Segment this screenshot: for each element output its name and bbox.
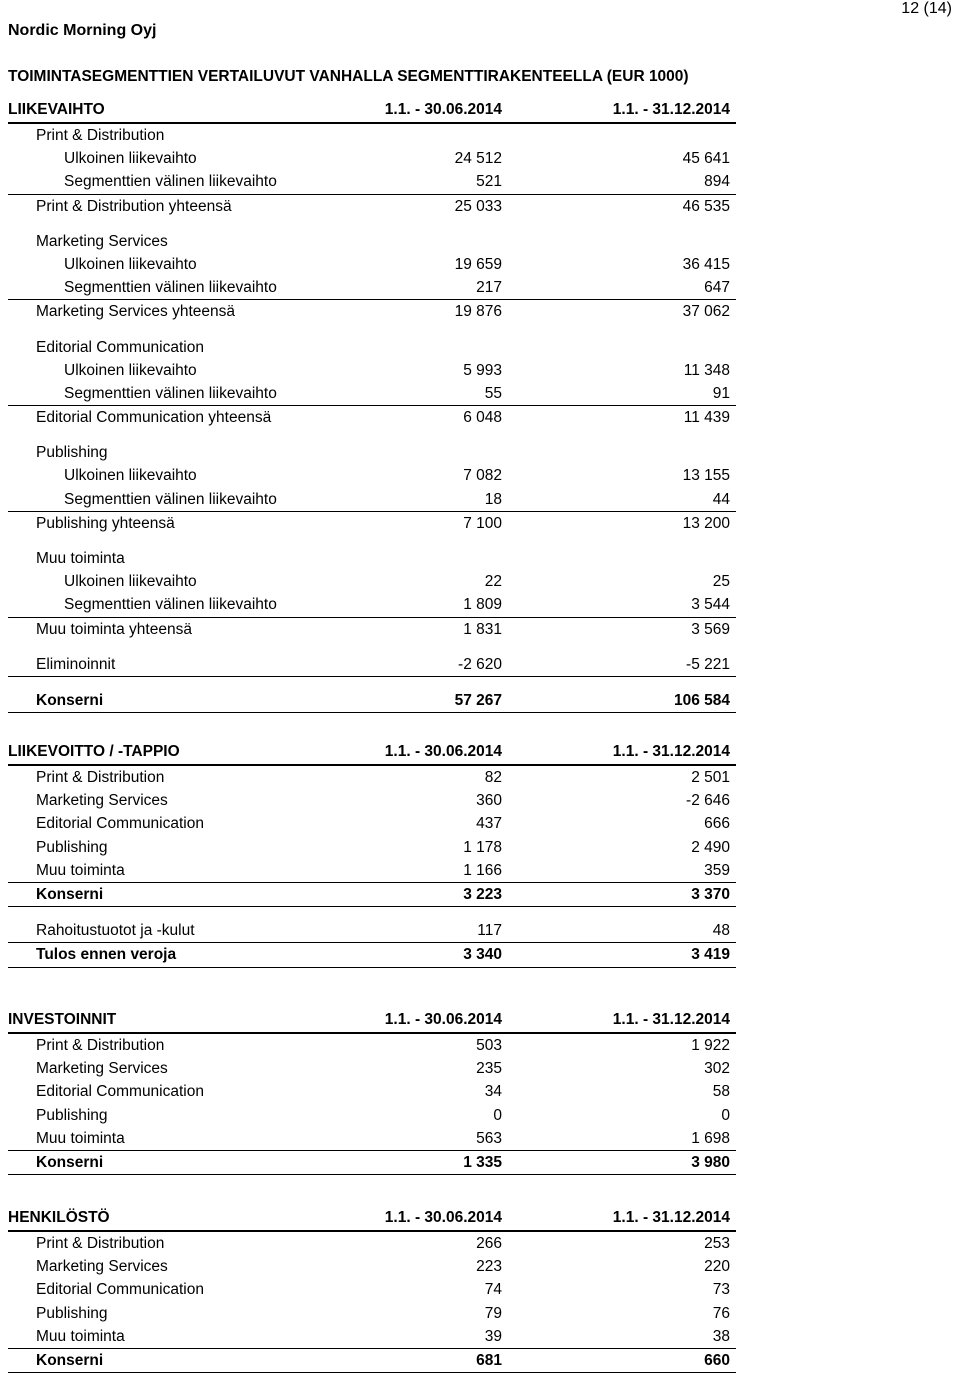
row-label: Konserni (36, 885, 104, 903)
period-header: 1.1. - 30.06.2014 (384, 743, 502, 760)
value-fy-2014: 106 584 (673, 691, 730, 709)
table-row (8, 1151, 736, 1175)
row-label: Segmenttien välinen liikevaihto (64, 173, 277, 191)
table-row (8, 253, 736, 276)
row-label: Ulkoinen liikevaihto (64, 361, 197, 379)
period-header: 1.1. - 31.12.2014 (612, 1209, 730, 1226)
value-h1-2014: 79 (484, 1304, 502, 1322)
row-label: Marketing Services (36, 792, 168, 810)
value-fy-2014: 76 (712, 1304, 730, 1322)
table-row (8, 336, 736, 359)
value-fy-2014: 2 490 (691, 838, 730, 856)
table-row (8, 1034, 736, 1057)
row-label: Segmenttien välinen liikevaihto (64, 596, 277, 614)
value-h1-2014: 217 (476, 279, 502, 297)
row-label: Segmenttien välinen liikevaihto (64, 490, 277, 508)
table-row (8, 488, 736, 512)
value-h1-2014: 235 (476, 1060, 502, 1078)
row-label: Publishing (36, 1304, 108, 1322)
value-h1-2014: 57 267 (454, 691, 502, 709)
value-h1-2014: 1 335 (463, 1153, 502, 1171)
table-row (8, 300, 736, 323)
value-fy-2014: 253 (704, 1235, 730, 1252)
period-header: 1.1. - 31.12.2014 (612, 1011, 730, 1028)
table-row (8, 836, 736, 859)
value-h1-2014: -2 620 (458, 655, 502, 673)
section-henkilosto (8, 1207, 736, 1373)
value-fy-2014: 1 698 (691, 1129, 730, 1147)
value-h1-2014: 19 659 (454, 255, 502, 273)
row-label: Ulkoinen liikevaihto (64, 573, 197, 591)
row-label: Marketing Services (36, 1060, 168, 1078)
value-fy-2014: 11 348 (683, 361, 730, 379)
row-label: Muu toiminta (36, 550, 125, 567)
section-investoinnit (8, 1009, 736, 1175)
table-row (8, 1057, 736, 1080)
value-h1-2014: 437 (476, 815, 502, 833)
row-label: Segmenttien välinen liikevaihto (64, 384, 277, 402)
table-row (8, 382, 736, 406)
section-title: INVESTOINNIT (8, 1011, 117, 1028)
table-row (8, 1278, 736, 1301)
value-h1-2014: 681 (476, 1351, 502, 1369)
table-row (8, 653, 736, 677)
table-row (8, 812, 736, 835)
section-header (8, 99, 736, 124)
value-h1-2014: 521 (476, 173, 502, 191)
row-label: Publishing (36, 838, 108, 856)
table-row (8, 547, 736, 570)
row-label: Marketing Services (36, 232, 168, 250)
table-row (8, 147, 736, 170)
table-row (8, 1349, 736, 1373)
value-h1-2014: 1 831 (463, 620, 502, 638)
table-row (8, 1302, 736, 1325)
table-row (8, 512, 736, 535)
table-row (8, 1104, 736, 1127)
value-h1-2014: 1 178 (463, 838, 502, 856)
table-row (8, 1325, 736, 1349)
value-h1-2014: 24 512 (454, 150, 502, 168)
value-h1-2014: 7 100 (463, 514, 502, 532)
value-fy-2014: 38 (712, 1327, 730, 1345)
table-row (8, 1127, 736, 1151)
period-header: 1.1. - 30.06.2014 (384, 1011, 502, 1028)
row-label: Rahoitustuotot ja -kulut (36, 922, 195, 940)
table-row (8, 593, 736, 617)
row-label: Print & Distribution (36, 1235, 165, 1252)
value-fy-2014: 0 (721, 1106, 730, 1124)
value-fy-2014: -2 646 (686, 792, 730, 810)
row-label: Segmenttien välinen liikevaihto (64, 279, 277, 297)
value-h1-2014: 74 (484, 1281, 502, 1299)
value-fy-2014: -5 221 (686, 655, 730, 673)
row-label: Publishing yhteensä (36, 514, 175, 532)
table-row (8, 919, 736, 943)
table-row (8, 570, 736, 593)
value-fy-2014: 3 980 (691, 1153, 730, 1171)
table-row (8, 441, 736, 464)
row-label: Marketing Services (36, 1258, 168, 1276)
value-fy-2014: 45 641 (682, 150, 730, 168)
value-h1-2014: 0 (493, 1106, 502, 1124)
value-fy-2014: 11 439 (683, 409, 730, 427)
value-fy-2014: 1 922 (691, 1037, 730, 1054)
value-fy-2014: 36 415 (682, 255, 730, 273)
table-row (8, 618, 736, 641)
row-label: Konserni (36, 1153, 104, 1171)
row-label: Print & Distribution (36, 127, 165, 144)
row-label: Editorial Communication (36, 338, 204, 356)
value-h1-2014: 5 993 (463, 361, 502, 379)
value-fy-2014: 58 (712, 1083, 730, 1101)
value-h1-2014: 18 (484, 490, 502, 508)
table-row (8, 1255, 736, 1278)
section-title: LIIKEVOITTO / -TAPPIO (8, 743, 180, 760)
section-liikevoitto (8, 741, 736, 968)
value-fy-2014: 13 200 (682, 514, 730, 532)
table-row (8, 766, 736, 789)
row-label: Muu toiminta (36, 1327, 125, 1345)
value-fy-2014: 660 (704, 1351, 730, 1369)
value-fy-2014: 44 (712, 490, 730, 508)
table-row (8, 276, 736, 300)
row-label: Print & Distribution (36, 769, 165, 786)
table-row (8, 859, 736, 883)
table-row (8, 170, 736, 194)
table-row (8, 195, 736, 218)
row-label: Publishing (36, 1106, 108, 1124)
row-label: Muu toiminta (36, 861, 125, 879)
section-title: HENKILÖSTÖ (8, 1209, 110, 1226)
row-label: Marketing Services yhteensä (36, 303, 236, 321)
value-h1-2014: 3 223 (463, 885, 502, 903)
page-number: 12 (14) (901, 0, 952, 17)
value-h1-2014: 19 876 (454, 303, 502, 321)
row-label: Muu toiminta (36, 1129, 125, 1147)
row-label: Ulkoinen liikevaihto (64, 255, 197, 273)
table-row (8, 464, 736, 487)
value-h1-2014: 503 (476, 1037, 502, 1054)
section-header (8, 741, 736, 766)
value-fy-2014: 220 (704, 1258, 730, 1276)
table-row (8, 359, 736, 382)
section-liikevaihto (8, 99, 736, 713)
value-h1-2014: 25 033 (454, 197, 502, 215)
value-fy-2014: 2 501 (691, 769, 730, 786)
table-row (8, 883, 736, 907)
table-row (8, 789, 736, 812)
value-fy-2014: 647 (704, 279, 730, 297)
section-header (8, 1207, 736, 1232)
value-h1-2014: 6 048 (463, 409, 502, 427)
value-fy-2014: 3 569 (691, 620, 730, 638)
value-h1-2014: 1 166 (463, 861, 502, 879)
row-label: Eliminoinnit (36, 655, 116, 673)
value-fy-2014: 37 062 (682, 303, 730, 321)
row-label: Editorial Communication (36, 1083, 204, 1101)
value-h1-2014: 7 082 (463, 467, 502, 485)
row-label: Print & Distribution (36, 1037, 165, 1054)
row-label: Print & Distribution yhteensä (36, 197, 232, 215)
table-row (8, 1080, 736, 1103)
value-fy-2014: 3 544 (691, 596, 730, 614)
value-fy-2014: 13 155 (682, 467, 730, 485)
value-fy-2014: 666 (704, 815, 730, 833)
value-h1-2014: 3 340 (463, 946, 502, 964)
value-fy-2014: 25 (712, 573, 730, 591)
table-row (8, 689, 736, 713)
value-h1-2014: 223 (476, 1258, 502, 1276)
period-header: 1.1. - 31.12.2014 (612, 101, 730, 118)
value-fy-2014: 91 (712, 384, 730, 402)
value-fy-2014: 48 (712, 922, 730, 940)
row-label: Editorial Communication yhteensä (36, 409, 272, 427)
value-fy-2014: 894 (704, 173, 730, 191)
table-row (8, 230, 736, 253)
document-title: TOIMINTASEGMENTTIEN VERTAILUVUT VANHALLA SEGMENTTIRAKENTEELLA (EUR 1000) (8, 68, 689, 85)
table-row (8, 124, 736, 147)
value-h1-2014: 117 (477, 922, 502, 940)
table-row (8, 1232, 736, 1255)
row-label: Konserni (36, 691, 104, 709)
value-h1-2014: 55 (484, 384, 502, 402)
period-header: 1.1. - 30.06.2014 (384, 101, 502, 118)
section-header (8, 1009, 736, 1034)
value-h1-2014: 563 (476, 1129, 502, 1147)
value-fy-2014: 3 419 (691, 946, 730, 964)
row-label: Ulkoinen liikevaihto (64, 150, 197, 168)
value-h1-2014: 22 (484, 573, 502, 591)
table-row (8, 406, 736, 429)
row-label: Editorial Communication (36, 815, 204, 833)
row-label: Muu toiminta yhteensä (36, 620, 192, 638)
value-fy-2014: 302 (704, 1060, 730, 1078)
row-label: Editorial Communication (36, 1281, 204, 1299)
value-h1-2014: 1 809 (463, 596, 502, 614)
value-h1-2014: 39 (484, 1327, 502, 1345)
section-title: LIIKEVAIHTO (8, 101, 105, 118)
value-fy-2014: 73 (712, 1281, 730, 1299)
value-h1-2014: 34 (484, 1083, 502, 1101)
row-label: Publishing (36, 444, 108, 462)
value-h1-2014: 360 (476, 792, 502, 810)
company-name: Nordic Morning Oyj (8, 22, 157, 39)
value-fy-2014: 46 535 (682, 197, 730, 215)
row-label: Ulkoinen liikevaihto (64, 467, 197, 485)
row-label: Konserni (36, 1351, 104, 1369)
table-row (8, 943, 736, 967)
period-header: 1.1. - 31.12.2014 (612, 743, 730, 760)
row-label: Tulos ennen veroja (36, 946, 177, 964)
value-fy-2014: 3 370 (691, 885, 730, 903)
value-h1-2014: 82 (484, 769, 502, 786)
period-header: 1.1. - 30.06.2014 (384, 1209, 502, 1226)
value-h1-2014: 266 (476, 1235, 502, 1252)
value-fy-2014: 359 (704, 861, 730, 879)
